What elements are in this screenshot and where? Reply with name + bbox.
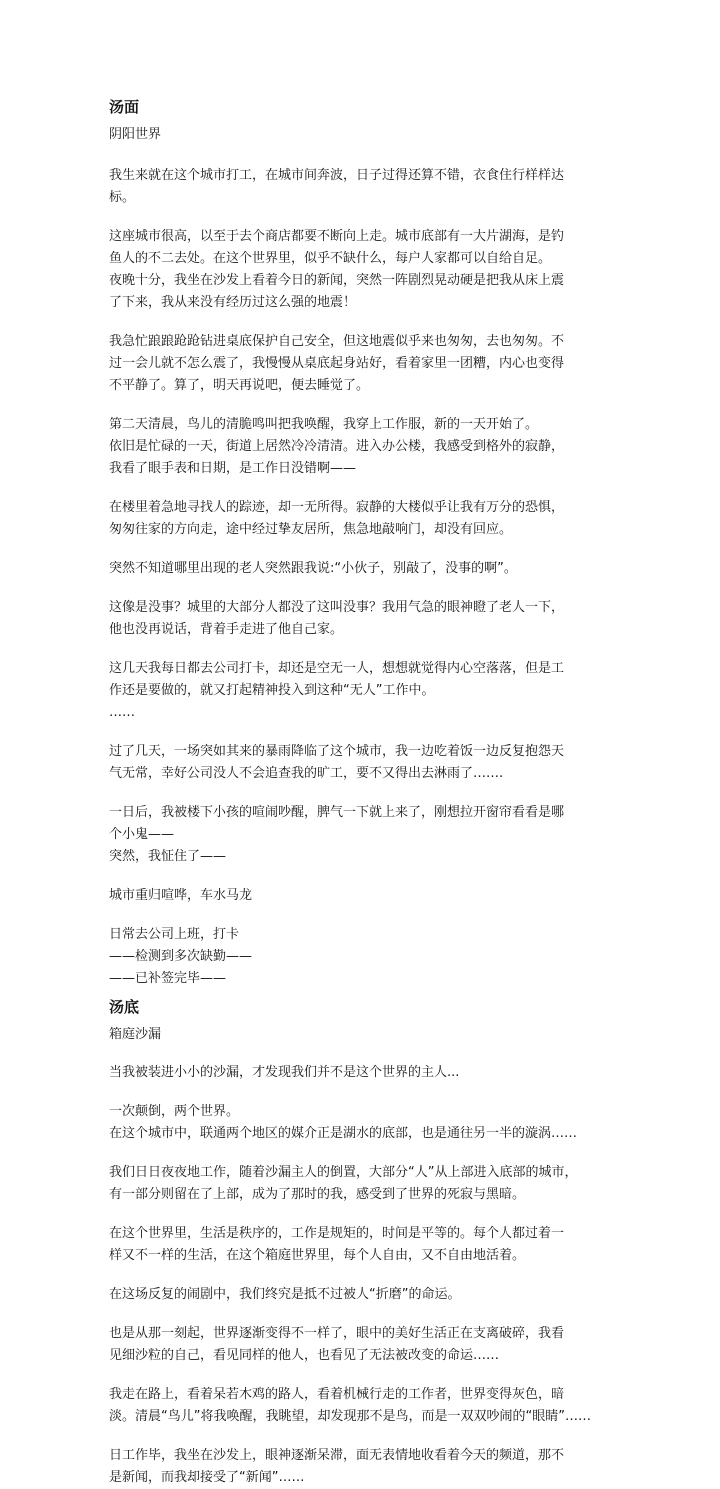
text-line: 我生来就在这个城市打工，在城市间奔波，日子过得还算不错，衣食住行样样达 <box>109 168 565 183</box>
text-line: 过了几天，一场突如其来的暴雨降临了这个城市，我一边吃着饭一边反复抱怨天 <box>109 744 565 759</box>
text-line: 一日后，我被楼下小孩的喧闹吵醒，脾气一下就上来了，刚想拉开窗帘看看是哪 <box>109 805 565 820</box>
text-line: 我看了眼手表和日期，是工作日没错啊—— <box>109 461 357 476</box>
text-line: 不平静了。算了，明天再说吧，便去睡觉了。 <box>109 378 370 393</box>
text-line: 了下来，我从来没有经历过这么强的地震！ <box>109 295 357 310</box>
text-line: 淡。清晨“鸟儿”将我唤醒，我眺望，却发现那不是鸟，而是一双双吵闹的“眼睛”…… <box>109 1409 591 1424</box>
text-line: 夜晚十分，我坐在沙发上看着今日的新闻，突然一阵剧烈晃动硬是把我从床上震 <box>109 273 565 288</box>
text-line: 在这个世界里，生活是秩序的，工作是规矩的，时间是平等的。每个人都过着一 <box>109 1226 565 1241</box>
text-line: 是新闻，而我却接受了“新闻”…… <box>109 1470 305 1485</box>
text-line: 匆匆往家的方向走，途中经过挚友居所，焦急地敲响门，却没有回应。 <box>109 522 513 537</box>
text-line: 标。 <box>109 190 136 205</box>
text-line: 个小鬼—— <box>109 827 175 842</box>
paragraph-1-12 <box>109 924 625 990</box>
paragraph-1-1 <box>109 165 625 209</box>
section-subheading-terrarium-hourglass: 箱庭沙漏 <box>109 1027 162 1042</box>
paragraph-2-4 <box>109 1223 625 1267</box>
paragraph-1-10 <box>109 802 625 868</box>
text-line: 第二天清晨，鸟儿的清脆鸣叫把我唤醒，我穿上工作服，新的一天开始了。 <box>109 417 539 432</box>
text-line: 日常去公司上班，打卡 <box>109 927 240 942</box>
text-line: 也是从那一刻起，世界逐渐变得不一样了，眼中的美好生活正在支离破碎，我看 <box>109 1326 565 1341</box>
text-line: 城市重归喧哗，车水马龙 <box>109 888 253 903</box>
paragraph-2-1 <box>109 1062 625 1084</box>
text-line: ——已补签完毕—— <box>109 971 227 986</box>
paragraph-1-6 <box>109 558 625 580</box>
paragraph-1-11 <box>109 885 625 907</box>
paragraph-1-7 <box>109 597 625 641</box>
paragraph-2-3 <box>109 1162 625 1206</box>
text-line: 我走在路上，看着呆若木鸡的路人，看着机械行走的工作者，世界变得灰色，暗 <box>109 1387 565 1402</box>
paragraph-1-5 <box>109 497 625 541</box>
text-line: 我急忙踉踉跄跄钻进桌底保护自己安全，但这地震似乎来也匆匆，去也匆匆。不 <box>109 334 565 349</box>
text-line: 见细沙粒的自己，看见同样的他人，也看见了无法被改变的命运…… <box>109 1348 500 1363</box>
text-line: 这像是没事？城里的大部分人都没了这叫没事？我用气急的眼神瞪了老人一下， <box>109 600 565 615</box>
text-line: 鱼人的不二去处。在这个世界里，似乎不缺什么，每户人家都可以自给自足。 <box>109 251 552 266</box>
text-line: 当我被装进小小的沙漏，才发现我们并不是这个世界的主人... <box>109 1065 460 1080</box>
text-line: 突然，我怔住了—— <box>109 849 227 864</box>
text-line: ——检测到多次缺勤—— <box>109 949 253 964</box>
text-line: 样又不一样的生活，在这个箱庭世界里，每个人自由，又不自由地活着。 <box>109 1248 526 1263</box>
text-line: 过一会儿就不怎么震了，我慢慢从桌底起身站好，看着家里一团糟，内心也变得 <box>109 356 565 371</box>
text-line: 这几天我每日都去公司打卡，却还是空无一人，想想就觉得内心空落落，但是工 <box>109 661 565 676</box>
paragraph-2-7 <box>109 1384 625 1428</box>
text-line: 在这个城市中，联通两个地区的媒介正是湖水的底部，也是通往另一半的漩涡…… <box>109 1126 578 1141</box>
text-line: 作还是要做的，就又打起精神投入到这种“无人”工作中。 <box>109 683 435 698</box>
paragraph-2-2 <box>109 1101 625 1145</box>
text-line: 一次颠倒，两个世界。 <box>109 1104 240 1119</box>
text-line: 气无常，幸好公司没人不会追查我的旷工，要不又得出去淋雨了……. <box>109 766 504 781</box>
paragraph-1-4 <box>109 414 625 480</box>
text-line: 依旧是忙碌的一天，街道上居然冷冷清清。进入办公楼，我感受到格外的寂静， <box>109 439 565 454</box>
paragraph-2-5 <box>109 1284 625 1306</box>
article <box>109 96 625 1489</box>
text-line: 在楼里着急地寻找人的踪迹，却一无所得。寂静的大楼似乎让我有万分的恐惧， <box>109 500 565 515</box>
section-heading-soup-base: 汤底 <box>109 998 140 1016</box>
text-line: …… <box>109 705 135 720</box>
text-line: 日工作毕，我坐在沙发上，眼神逐渐呆滞，面无表情地收看着今天的频道，那不 <box>109 1448 565 1463</box>
section-subheading-yin-yang-world: 阴阳世界 <box>109 127 162 142</box>
paragraph-1-8 <box>109 658 625 724</box>
paragraph-1-2 <box>109 226 625 314</box>
paragraph-1-3 <box>109 331 625 397</box>
paragraph-2-6 <box>109 1323 625 1367</box>
paragraph-1-9 <box>109 741 625 785</box>
text-line: 在这场反复的闹剧中，我们终究是抵不过被人“折磨”的命运。 <box>109 1287 461 1302</box>
text-line: 有一部分则留在了上部，成为了那时的我，感受到了世界的死寂与黑暗。 <box>109 1187 526 1202</box>
text-line: 我们日日夜夜地工作，随着沙漏主人的倒置，大部分“人”从上部进入底部的城市， <box>109 1165 578 1180</box>
text-line: 这座城市很高，以至于去个商店都要不断向上走。城市底部有一大片湖海，是钓 <box>109 229 565 244</box>
paragraph-2-8 <box>109 1445 625 1489</box>
text-line: 他也没再说话，背着手走进了他自己家。 <box>109 622 344 637</box>
section-heading-soup-surface: 汤面 <box>109 98 140 116</box>
text-line: 突然不知道哪里出现的老人突然跟我说:“小伙子，别敲了，没事的啊”。 <box>109 561 517 576</box>
